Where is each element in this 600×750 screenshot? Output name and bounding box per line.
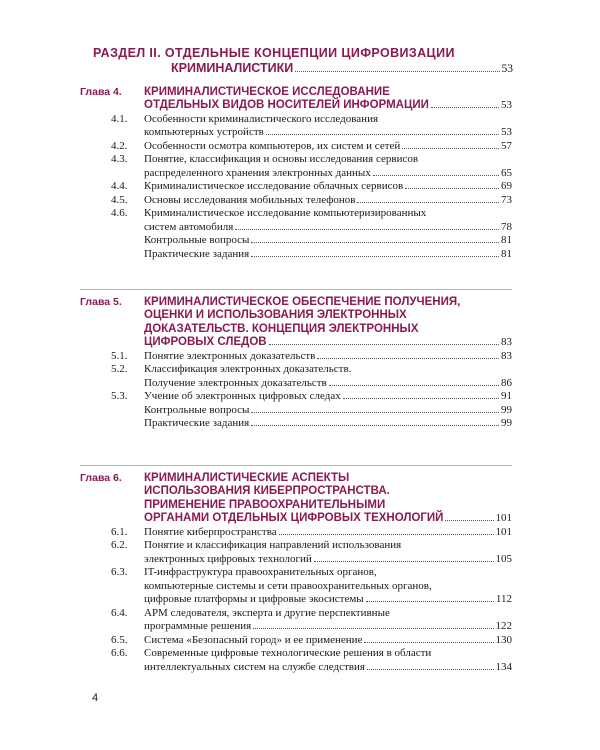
dot-leader — [431, 107, 499, 108]
entry-title-last-line — [144, 126, 512, 140]
dot-leader — [314, 561, 494, 562]
entry-title-line: систем автомобиля — [144, 220, 234, 233]
entry-page: 122 — [495, 620, 512, 633]
dot-leader — [251, 412, 499, 413]
toc-entry[interactable] — [111, 390, 512, 404]
entry-title-last-line — [144, 167, 512, 181]
page-number: 4 — [92, 692, 99, 704]
toc-entry[interactable] — [144, 417, 512, 431]
chapter-title-last-line — [144, 336, 512, 349]
entry-number: 4.6. — [111, 207, 128, 220]
divider — [80, 465, 512, 466]
entry-title-line: Контрольные вопросы — [144, 234, 250, 247]
toc-entry[interactable] — [111, 139, 512, 154]
chapter-label: Глава 4. — [80, 86, 122, 98]
dot-leader — [343, 398, 499, 399]
part-heading — [93, 46, 513, 77]
chapter-page: 101 — [495, 512, 512, 525]
chapter-title-line: КРИМИНАЛИСТИЧЕСКИЕ АСПЕКТЫ — [144, 472, 350, 484]
dot-leader — [445, 520, 493, 521]
entry-number: 6.3. — [111, 566, 128, 579]
entry-title-line: Практические задания — [144, 417, 250, 430]
toc-entry[interactable] — [144, 248, 512, 262]
entry-title-line: компьютерные системы и сети правоохранительных органов, — [144, 579, 432, 592]
entry-page: 105 — [495, 552, 512, 565]
entry-title-last-line — [144, 377, 512, 391]
dot-leader — [364, 642, 493, 643]
entry-page: 101 — [495, 525, 512, 538]
entry-title-last-line — [144, 404, 512, 418]
entry-page: 83 — [501, 349, 512, 362]
dot-leader — [253, 628, 493, 629]
dot-leader — [279, 534, 494, 535]
entry-title-line: интеллектуальных систем на службе следствия — [144, 660, 365, 673]
entry-title-line: Особенности осмотра компьютеров, их систем и сетей — [144, 139, 401, 152]
entry-title-last-line — [144, 390, 512, 404]
entry-number: 4.1. — [111, 112, 128, 125]
entry-page: 81 — [501, 247, 512, 260]
entry-page: 134 — [495, 660, 512, 673]
chapter-title-line: КРИМИНАЛИСТИЧЕСКОЕ ИССЛЕДОВАНИЕ — [144, 86, 390, 98]
entry-page: 91 — [501, 390, 512, 403]
entry-title-line: распределенного хранения электронных данных — [144, 166, 371, 179]
entry-number: 6.1. — [111, 525, 128, 538]
dot-leader — [251, 242, 499, 243]
entry-title-last-line — [144, 234, 512, 248]
chapter-title-line: ОТДЕЛЬНЫХ ВИДОВ НОСИТЕЛЕЙ ИНФОРМАЦИИ — [144, 99, 429, 112]
entry-title-line: Контрольные вопросы — [144, 403, 250, 416]
entry-title-last-line — [144, 248, 512, 262]
entry-number: 5.3. — [111, 390, 128, 403]
chapter-title-line: ОРГАНАМИ ОТДЕЛЬНЫХ ЦИФРОВЫХ ТЕХНОЛОГИЙ — [144, 512, 444, 525]
dot-leader — [251, 256, 499, 257]
entry-page: 99 — [501, 403, 512, 416]
chapter-6 — [80, 472, 512, 674]
entry-title-line: Криминалистическое исследование компьютеризированных — [144, 207, 427, 220]
entry-title-line: Основы исследования мобильных телефонов — [144, 193, 356, 206]
entry-page: 53 — [501, 126, 512, 139]
entry-page: 112 — [495, 593, 512, 606]
entry-number: 4.3. — [111, 153, 128, 166]
entry-title-line: Учение об электронных цифровых следах — [144, 390, 341, 403]
entry-title-last-line — [144, 620, 512, 634]
entry-title-last-line — [144, 661, 512, 675]
toc-entry[interactable] — [111, 349, 512, 364]
entry-page: 86 — [501, 376, 512, 389]
entry-page: 69 — [501, 180, 512, 193]
dot-leader — [317, 358, 499, 359]
chapter-4 — [80, 86, 512, 261]
entry-page: 130 — [495, 633, 512, 646]
chapter-title-last-line — [144, 512, 512, 525]
entry-number: 4.5. — [111, 193, 128, 206]
toc-entry[interactable] — [111, 193, 512, 208]
chapter-title-line: КРИМИНАЛИСТИЧЕСКОЕ ОБЕСПЕЧЕНИЕ ПОЛУЧЕНИЯ, — [144, 296, 461, 308]
divider — [80, 289, 512, 290]
toc-entry[interactable] — [144, 404, 512, 418]
toc-entry[interactable] — [111, 153, 512, 180]
entry-title-last-line — [144, 350, 512, 364]
chapter-title — [144, 86, 512, 113]
entry-title-line: Криминалистическое исследование облачных сервисов — [144, 180, 404, 193]
chapter-label: Глава 6. — [80, 472, 122, 484]
toc-entry[interactable] — [111, 363, 512, 390]
dot-leader — [373, 175, 499, 176]
chapter-title-last-line — [144, 99, 512, 112]
dot-leader — [269, 344, 499, 345]
toc-entry[interactable] — [111, 566, 512, 607]
chapter-page: 53 — [501, 99, 512, 112]
entry-page: 78 — [501, 220, 512, 233]
entry-title-last-line — [144, 221, 512, 235]
part-page: 53 — [501, 63, 513, 75]
toc-entry[interactable] — [144, 234, 512, 248]
toc-entry[interactable] — [111, 633, 512, 648]
entry-number: 6.5. — [111, 633, 128, 646]
chapter-title — [144, 296, 512, 350]
dot-leader — [357, 202, 499, 203]
entry-number: 4.2. — [111, 139, 128, 152]
entry-title-line: электронных цифровых технологий — [144, 552, 312, 565]
chapter-title-line: ОЦЕНКИ И ИСПОЛЬЗОВАНИЯ ЭЛЕКТРОННЫХ — [144, 309, 407, 322]
entry-title-line: программные решения — [144, 620, 252, 633]
entry-number: 4.4. — [111, 180, 128, 193]
dot-leader — [295, 71, 499, 72]
chapter-5 — [80, 296, 512, 431]
toc-entry[interactable] — [111, 647, 512, 674]
dot-leader — [367, 669, 494, 670]
dot-leader — [251, 425, 499, 426]
entry-title-last-line — [144, 180, 512, 194]
chapter-title-line: ЦИФРОВЫХ СЛЕДОВ — [144, 336, 267, 349]
chapter-title-line: ИСПОЛЬЗОВАНИЯ КИБЕРПРОСТРАНСТВА. — [144, 485, 390, 498]
entry-title-last-line — [144, 417, 512, 431]
entry-page: 81 — [501, 234, 512, 247]
entry-title-line: Классификация электронных доказательств. — [144, 363, 352, 376]
chapter-title-line: ДОКАЗАТЕЛЬСТВ. КОНЦЕПЦИЯ ЭЛЕКТРОННЫХ — [144, 322, 419, 335]
chapter-title — [144, 472, 512, 526]
entry-title-line: АРМ следователя, эксперта и другие перспективные — [144, 606, 390, 619]
entry-number: 6.2. — [111, 539, 128, 552]
entry-title-last-line — [144, 526, 512, 540]
entry-title-line: Понятие киберпространства — [144, 525, 277, 538]
entry-title-line: компьютерных устройств — [144, 126, 264, 139]
entry-title-line: Понятие и классификация направлений использования — [144, 539, 402, 552]
dot-leader — [329, 385, 499, 386]
entry-number: 6.4. — [111, 606, 128, 619]
entry-title-line: Практические задания — [144, 247, 250, 260]
entry-title-line: Особенности криминалистического исследования — [144, 112, 379, 125]
entry-title-last-line — [144, 194, 512, 208]
part-title-line-2: КРИМИНАЛИСТИКИ — [171, 61, 294, 75]
entry-page: 73 — [501, 193, 512, 206]
part-title-line-1: РАЗДЕЛ II. ОТДЕЛЬНЫЕ КОНЦЕПЦИИ ЦИФРОВИЗАЦИИ — [93, 46, 455, 60]
entry-number: 5.2. — [111, 363, 128, 376]
entry-page: 57 — [501, 139, 512, 152]
entry-title-line: Понятие электронных доказательств — [144, 349, 316, 362]
entry-title-last-line — [144, 593, 512, 607]
dot-leader — [366, 601, 494, 602]
entry-title-last-line — [144, 634, 512, 648]
entry-title-line: цифровые платформы и цифровые экосистемы — [144, 593, 364, 606]
toc-entry[interactable] — [111, 539, 512, 566]
entry-title-line: IT-инфраструктура правоохранительных органов, — [144, 566, 377, 579]
dot-leader — [405, 188, 499, 189]
toc-entry[interactable] — [111, 180, 512, 194]
toc-entry[interactable] — [111, 112, 512, 140]
entry-title-line: Понятие, классификация и основы исследования сервисов — [144, 153, 419, 166]
entry-page: 99 — [501, 417, 512, 430]
entry-title-last-line — [144, 553, 512, 567]
chapter-page: 83 — [501, 336, 512, 349]
entry-title-line: Современные цифровые технологические решения в области — [144, 647, 432, 660]
dot-leader — [402, 148, 499, 149]
entry-page: 65 — [501, 166, 512, 179]
chapter-label: Глава 5. — [80, 296, 122, 308]
entry-number: 6.6. — [111, 647, 128, 660]
dot-leader — [266, 134, 499, 135]
toc-entry[interactable] — [111, 525, 512, 540]
entry-title-last-line — [144, 140, 512, 154]
entry-title-line: Система «Безопасный город» и ее применение — [144, 633, 363, 646]
toc-entry[interactable] — [111, 606, 512, 634]
dot-leader — [235, 229, 499, 230]
chapter-title-line: ПРИМЕНЕНИЕ ПРАВООХРАНИТЕЛЬНЫМИ — [144, 498, 386, 511]
entry-number: 5.1. — [111, 349, 128, 362]
toc-entry[interactable] — [111, 207, 512, 234]
entry-title-line: Получение электронных доказательств — [144, 376, 327, 389]
